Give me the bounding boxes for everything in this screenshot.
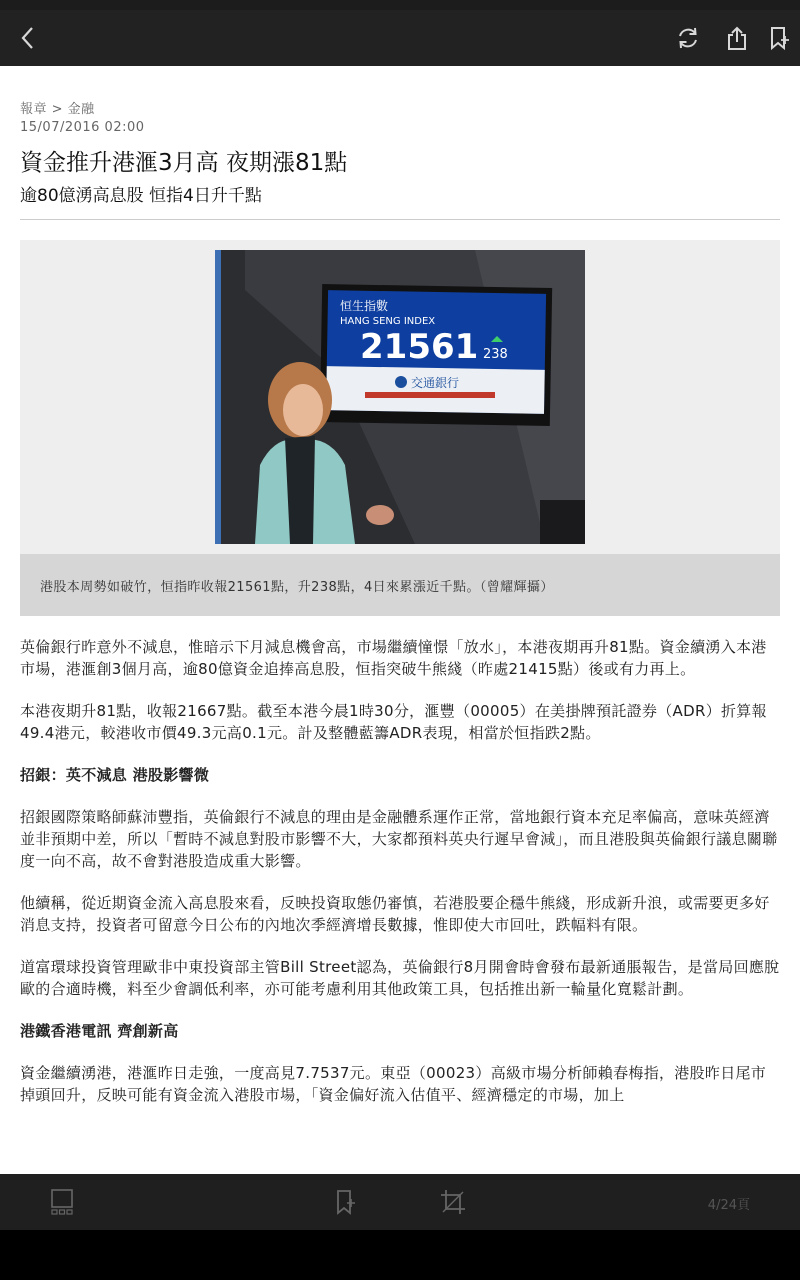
- caption-box: [20, 554, 780, 616]
- article-view[interactable]: [0, 66, 800, 1174]
- screen-title-cn: 恒生指數: [340, 299, 389, 313]
- breadcrumb: 報章 > 金融: [20, 102, 95, 117]
- screen-index-value: 21561: [360, 327, 479, 367]
- screen-index-change: 238: [483, 347, 508, 362]
- page-counter: 4/24頁: [707, 1198, 750, 1213]
- photo-illustration: [215, 250, 585, 544]
- share-icon: [726, 25, 748, 51]
- screen-title-en: HANG SENG INDEX: [340, 316, 436, 327]
- article-body: [20, 636, 780, 1126]
- back-button[interactable]: [4, 10, 52, 66]
- article-paragraph: 本港夜期升81點，收報21667點。截至本港今晨1時30分，滙豐（00005）在美掛牌預託證券（ADR）折算報49.4港元，較港收市價49.3元高0.1元。計及整體藍籌ADR表現，相當於恒指跌2點。: [20, 702, 767, 742]
- status-bar: [0, 0, 800, 10]
- crop-icon: [439, 1188, 467, 1216]
- photo-caption: 港股本周勢如破竹，恒指昨收報21561點，升238點，4日來累漲近千點。（曾耀輝攝）: [40, 580, 554, 595]
- bookmark-plus-icon: [334, 1188, 358, 1216]
- article-photo[interactable]: [215, 250, 585, 544]
- system-nav-bar: [0, 1230, 800, 1280]
- page-grid-icon: [50, 1188, 74, 1216]
- divider: [20, 219, 780, 220]
- article-subheadline: 逾80億湧高息股 恒指4日升千點: [20, 186, 262, 206]
- article-paragraph: 道富環球投資管理歐非中東投資部主管Bill Street認為，英倫銀行8月開會時會發布最新通脹報告，是當局回應脫歐的合適時機，料至少會調低利率，亦可能考慮利用其他政策工具，包括推出新一輪量化寬鬆計劃。: [20, 958, 780, 998]
- add-bookmark-button[interactable]: [322, 1174, 370, 1230]
- refresh-button[interactable]: [664, 10, 712, 66]
- bookmark-button[interactable]: [755, 10, 800, 66]
- chevron-left-icon: [18, 24, 38, 52]
- screen-bank-name: 交通銀行: [411, 376, 460, 390]
- article-paragraph: 招銀國際策略師蘇沛豐指，英倫銀行不減息的理由是金融體系運作正常，當地銀行資本充足率偏高，意味英經濟並非預期中差，所以「暫時不減息對股市影響不大，大家都預料英央行遲早會減」，而且港股與英倫銀行議息關聯度一向不高，故不會對港股造成重大影響。: [20, 808, 778, 870]
- article-paragraph: 英倫銀行昨意外不減息，惟暗示下月減息機會高，市場繼續憧憬「放水」，本港夜期再升81點。資金續湧入本港市場，港滙創3個月高，逾80億資金追捧高息股，恒指突破牛熊綫（昨處21415點）後或有力再上。: [20, 638, 767, 678]
- page-grid-button[interactable]: [38, 1174, 86, 1230]
- refresh-icon: [675, 25, 701, 51]
- article-paragraph: 他續稱，從近期資金流入高息股來看，反映投資取態仍審慎，若港股要企穩牛熊綫，形成新升浪，或需要更多好消息支持，投資者可留意今日公布的內地次季經濟增長數據，惟即使大市回吐，跌幅料有限。: [20, 894, 770, 934]
- article-headline: 資金推升港滙3月高 夜期漲81點: [20, 150, 348, 176]
- share-button[interactable]: [713, 10, 761, 66]
- bottom-toolbar: [0, 1174, 800, 1230]
- top-toolbar: [0, 10, 800, 66]
- article-subheading: 港鐵香港電訊 齊創新高: [20, 1022, 179, 1040]
- photo-figure: [20, 240, 780, 616]
- article-paragraph: 資金繼續湧港，港滙昨日走強，一度高見7.7537元。東亞（00023）高級市場分析師賴春梅指，港股昨日尾市掉頭回升，反映可能有資金流入港股市場，「資金偏好流入估值平、經濟穩定的市場，加上: [20, 1064, 767, 1104]
- bookmark-add-icon: [768, 25, 790, 51]
- crop-button[interactable]: [429, 1174, 477, 1230]
- publish-date: 15/07/2016 02:00: [20, 120, 145, 135]
- article-subheading: 招銀：英不減息 港股影響微: [20, 766, 210, 784]
